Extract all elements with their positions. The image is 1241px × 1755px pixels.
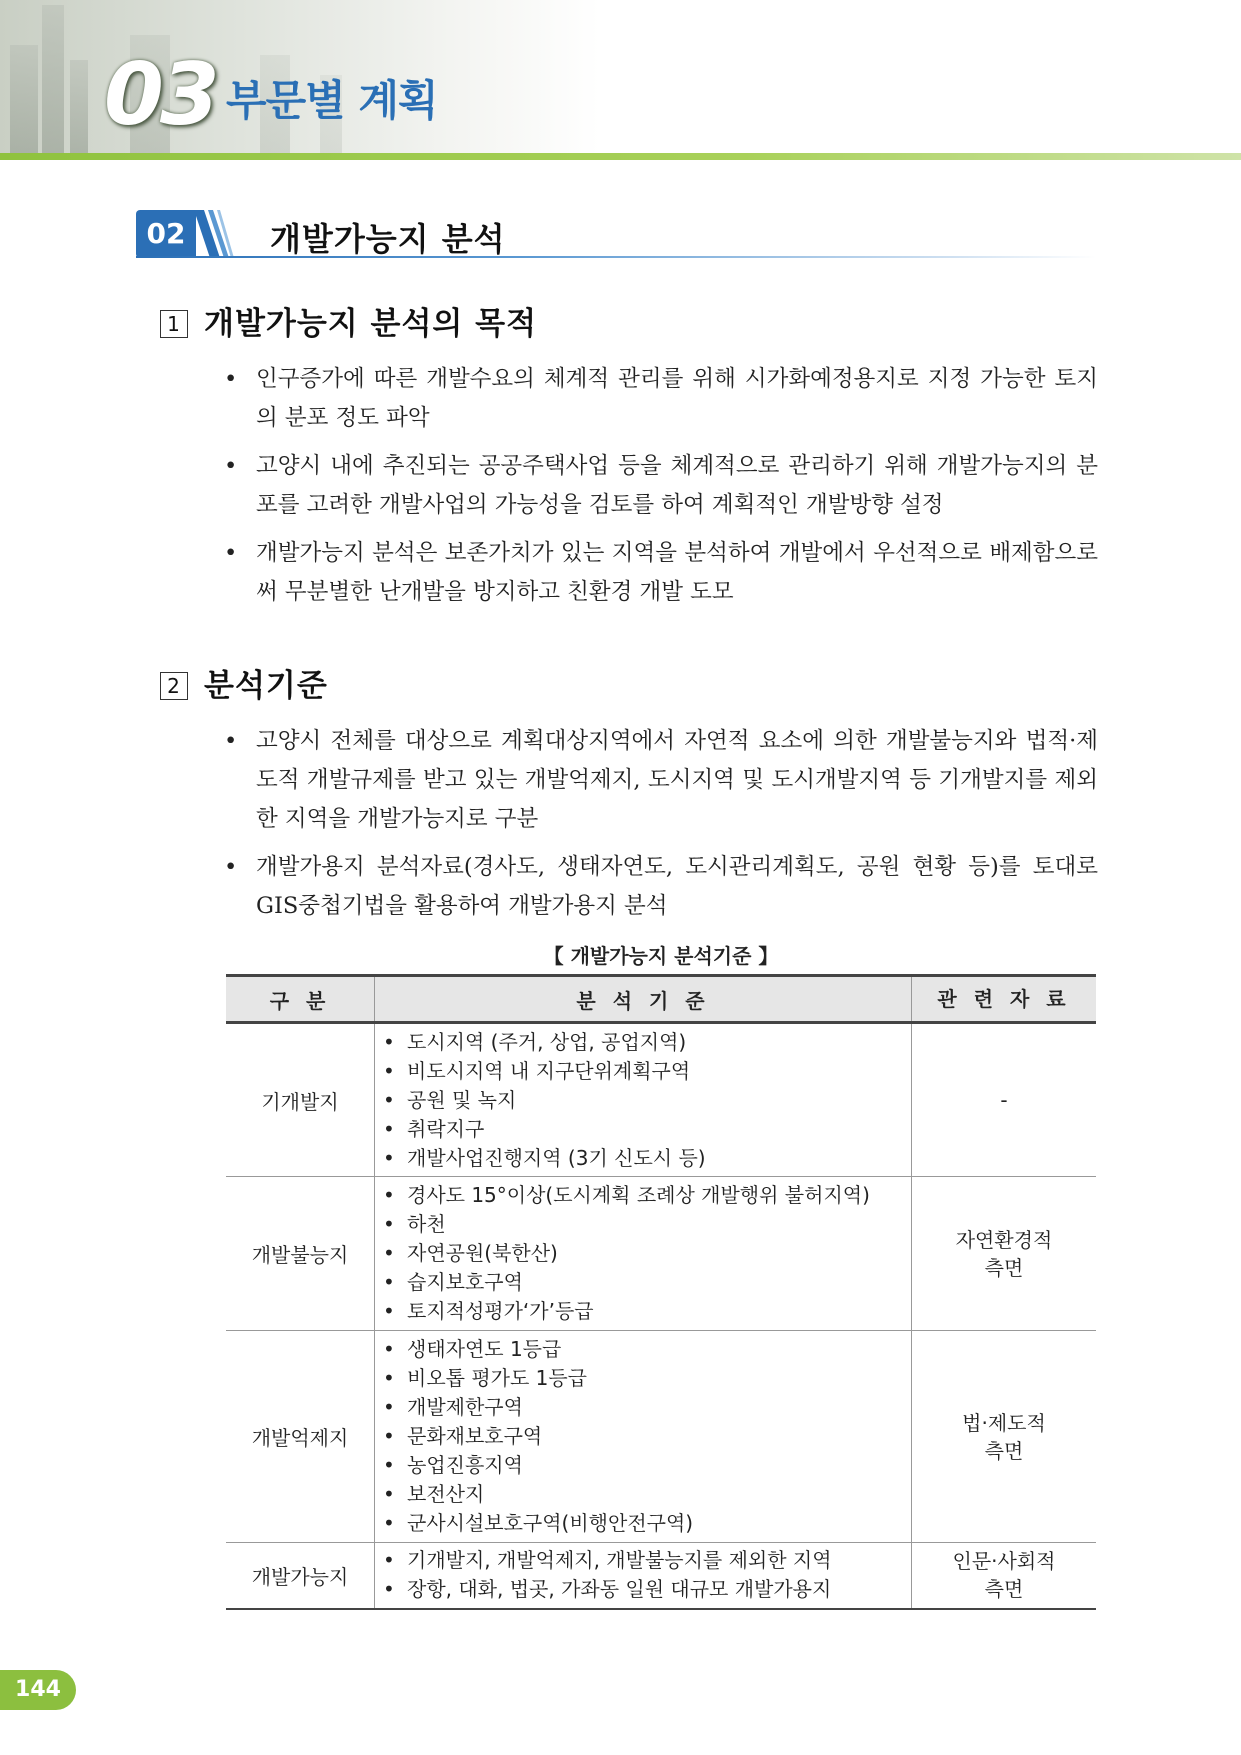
table-row [226, 1543, 1096, 1609]
reference-text: 측면 [984, 1577, 1024, 1602]
bullet-item: • 개발가능지 분석은 보존가치가 있는 지역을 분석하여 개발에서 우선적으로 배제함으로써 무분별한 난개발을 방지하고 친환경 개발 도모 [222, 534, 1098, 612]
bullet-item: • 고양시 전체를 대상으로 계획대상지역에서 자연적 요소에 의한 개발불능지와 법적·제도적 개발규제를 받고 있는 개발억제지, 도시지역 및 도시개발지역 등 기개발지를 제외한 지역을 개발가능지로 구분 [222, 722, 1098, 839]
subsection-2-marker: 2 [160, 672, 188, 700]
bullet-item: • 개발가용지 분석자료(경사도, 생태자연도, 도시관리계획도, 공원 현황 등)를 토대로 GIS중첩기법을 활용하여 개발가용지 분석 [222, 848, 1098, 926]
table-row [226, 1177, 1096, 1331]
criteria-item: • 군사시설보호구역(비행안전구역) [383, 1509, 911, 1538]
header-criteria: 분 석 기 준 [375, 976, 912, 1023]
row-criteria [375, 1023, 912, 1177]
section-number: 02 [136, 210, 196, 258]
reference-text: 법·제도적 [962, 1410, 1046, 1435]
table-caption: 【 개발가능지 분석기준 】 [543, 944, 779, 968]
criteria-item: • 취락지구 [383, 1115, 911, 1144]
criteria-item: • 도시지역 (주거, 상업, 공업지역) [383, 1028, 911, 1057]
criteria-item: • 하천 [383, 1210, 911, 1239]
section-heading [136, 210, 1096, 258]
criteria-item: • 자연공원(북한산) [383, 1239, 911, 1268]
row-criteria [375, 1177, 912, 1331]
subsection-2-title: 분석기준 [204, 668, 328, 704]
subsection-1-heading [160, 298, 537, 343]
criteria-item: • 문화재보호구역 [383, 1422, 911, 1451]
criteria-item: • 장항, 대화, 법곳, 가좌동 일원 대규모 개발가용지 [383, 1575, 911, 1604]
criteria-item: • 생태자연도 1등급 [383, 1335, 911, 1364]
row-reference [912, 1177, 1097, 1331]
criteria-item: • 경사도 15°이상(도시계획 조례상 개발행위 불허지역) [383, 1181, 911, 1210]
section-stripe-icon [194, 210, 234, 258]
header-reference: 관 련 자 료 [912, 976, 1097, 1023]
chapter-header [0, 0, 1241, 165]
criteria-item: • 비도시지역 내 지구단위계획구역 [383, 1057, 911, 1086]
bullet-item: • 고양시 내에 추진되는 공공주택사업 등을 체계적으로 관리하기 위해 개발가능지의 분포를 고려한 개발사업의 가능성을 검토를 하여 계획적인 개발방향 설정 [222, 447, 1098, 525]
criteria-item: • 보전산지 [383, 1480, 911, 1509]
criteria-item: • 습지보호구역 [383, 1268, 911, 1297]
table-row [226, 1331, 1096, 1543]
row-category: 개발억제지 [226, 1331, 375, 1543]
subsection-1-marker: 1 [160, 310, 188, 338]
criteria-item: • 비오톱 평가도 1등급 [383, 1364, 911, 1393]
table-header-row [226, 976, 1096, 1023]
criteria-item: • 개발제한구역 [383, 1393, 911, 1422]
subsection-2-heading [160, 660, 328, 705]
table-row [226, 1023, 1096, 1177]
criteria-item: • 농업진흥지역 [383, 1451, 911, 1480]
reference-text: 자연환경적 [955, 1227, 1053, 1252]
header-category: 구 분 [226, 976, 375, 1023]
chapter-title: 부문별 계획 [226, 76, 438, 125]
subsection-2-bullets [222, 722, 1098, 935]
row-category: 기개발지 [226, 1023, 375, 1177]
section-title: 개발가능지 분석 [270, 220, 506, 258]
bullet-item: • 인구증가에 따른 개발수요의 체계적 관리를 위해 시가화예정용지로 지정 가능한 토지의 분포 정도 파악 [222, 360, 1098, 438]
criteria-table [226, 974, 1096, 1610]
criteria-item: • 공원 및 녹지 [383, 1086, 911, 1115]
subsection-1-bullets [222, 360, 1098, 621]
row-reference [912, 1023, 1097, 1177]
criteria-item: • 기개발지, 개발억제지, 개발불능지를 제외한 지역 [383, 1546, 911, 1575]
row-reference [912, 1331, 1097, 1543]
reference-text: 측면 [984, 1255, 1024, 1280]
row-category: 개발불능지 [226, 1177, 375, 1331]
criteria-item: • 토지적성평가‘가’등급 [383, 1297, 911, 1326]
row-criteria [375, 1331, 912, 1543]
subsection-1-title: 개발가능지 분석의 목적 [204, 306, 538, 342]
row-criteria [375, 1543, 912, 1609]
row-category: 개발가능지 [226, 1543, 375, 1609]
page-number: 144 [0, 1670, 76, 1710]
reference-text: 인문·사회적 [952, 1549, 1056, 1574]
row-reference [912, 1543, 1097, 1609]
reference-text: 측면 [984, 1438, 1024, 1463]
criteria-item: • 개발사업진행지역 (3기 신도시 등) [383, 1144, 911, 1173]
chapter-number: 03 [104, 45, 216, 145]
header-divider [0, 153, 1241, 160]
reference-text: - [1000, 1088, 1008, 1112]
